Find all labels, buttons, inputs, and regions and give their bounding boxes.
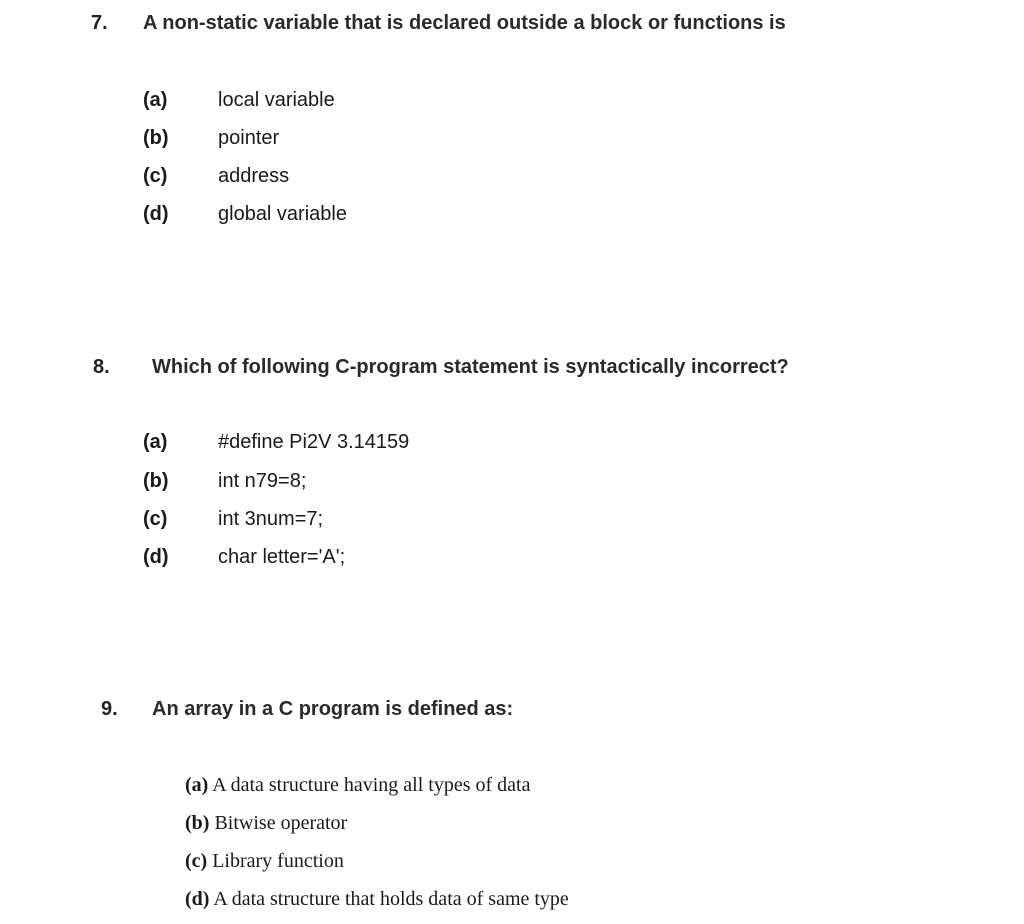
- question-8-option-b-label: (b): [143, 470, 169, 492]
- question-9-text: An array in a C program is defined as:: [152, 698, 514, 720]
- question-9-number: 9.: [101, 698, 118, 720]
- question-9-option-c-text: Library function: [212, 850, 344, 872]
- question-8-option-a-label: (a): [143, 431, 168, 453]
- question-9-option-b: [185, 812, 347, 835]
- question-7-number: 7.: [91, 12, 108, 34]
- question-7-option-d-label: (d): [143, 203, 169, 225]
- question-8-option-b-text: int n79=8;: [218, 470, 307, 492]
- question-7-option-b-text: pointer: [218, 127, 280, 149]
- question-9-option-d-text: A data structure that holds data of same type: [213, 888, 569, 910]
- question-9-option-b-label: (b): [185, 812, 210, 834]
- question-9-option-a-text: A data structure having all types of data: [212, 774, 531, 796]
- question-9-option-a: [185, 774, 530, 797]
- question-8-option-d-label: (d): [143, 546, 169, 568]
- question-9-option-c: [185, 850, 344, 873]
- question-8-number: 8.: [93, 356, 110, 378]
- question-9-option-a-label: (a): [185, 774, 209, 796]
- question-8-option-c-label: (c): [143, 508, 168, 530]
- question-8-option-c-text: int 3num=7;: [218, 508, 324, 530]
- question-7-option-d-text: global variable: [218, 203, 347, 225]
- question-9-option-b-text: Bitwise operator: [214, 812, 348, 834]
- question-9-option-c-label: (c): [185, 850, 208, 872]
- question-7-option-c-text: address: [218, 165, 290, 187]
- question-7-option-b-label: (b): [143, 127, 169, 149]
- question-8-option-d-text: char letter='A';: [218, 546, 346, 568]
- question-7-option-a-label: (a): [143, 89, 168, 111]
- question-8-text: Which of following C-program statement is syntactically incorrect?: [152, 356, 789, 378]
- question-7-text: A non-static variable that is declared outside a block or functions is: [143, 12, 786, 34]
- question-9-option-d-label: (d): [185, 888, 210, 910]
- question-9-option-d: [185, 888, 569, 911]
- question-7-option-c-label: (c): [143, 165, 168, 187]
- question-7-option-a-text: local variable: [218, 89, 335, 111]
- question-8-option-a-text: #define Pi2V 3.14159: [218, 431, 410, 453]
